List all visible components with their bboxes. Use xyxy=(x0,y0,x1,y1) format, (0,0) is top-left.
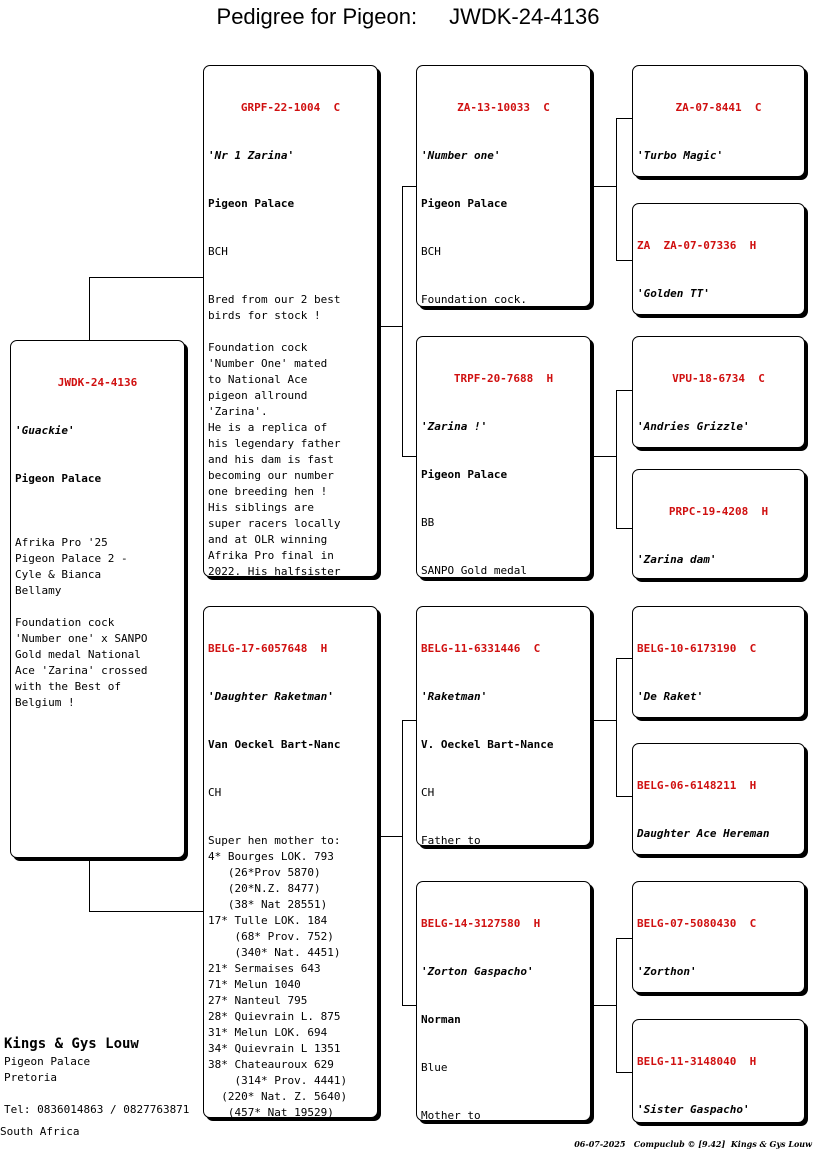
connector-line xyxy=(591,456,617,457)
pigeon-name: 'De Raket' xyxy=(637,690,704,703)
pigeon-name: 'Andries Grizzle' xyxy=(637,420,750,433)
pedigree-card-dam-dam[interactable] xyxy=(416,881,591,1121)
pigeon-description: Father to xyxy=(421,834,481,846)
pigeon-name: 'Zarina dam' xyxy=(637,553,717,566)
pigeon-name: 'Sister Gaspacho' xyxy=(637,1103,750,1116)
owner-name: Pigeon Palace xyxy=(15,472,102,485)
pigeon-name: 'Zorton Gaspacho' xyxy=(421,965,534,978)
pedigree-card-sss[interactable] xyxy=(632,65,805,177)
ring-number: ZA-13-10033 C xyxy=(457,101,550,114)
connector-line xyxy=(402,186,417,187)
pigeon-description: Mother to xyxy=(421,1109,481,1121)
connector-line xyxy=(616,938,633,939)
owner-name: Pigeon Palace xyxy=(421,197,508,210)
pigeon-name: 'Golden TT' xyxy=(637,287,710,300)
connector-line xyxy=(616,1072,633,1073)
title-prefix: Pedigree for Pigeon: xyxy=(216,4,418,29)
connector-line xyxy=(616,658,633,659)
connector-line xyxy=(616,528,633,529)
connector-line xyxy=(89,277,204,278)
ring-number: BELG-06-6148211 H xyxy=(637,779,757,792)
owner-name: Van Oeckel Bart-Nanc xyxy=(208,738,341,751)
connector-line xyxy=(591,1005,617,1006)
pigeon-color: BCH xyxy=(421,245,441,258)
pigeon-color: BB xyxy=(421,516,435,529)
connector-line xyxy=(616,118,633,119)
footer-credit: 06-07-2025 Compuclub © [9.42] Kings & Gys Louw xyxy=(574,1139,812,1149)
ring-number: BELG-14-3127580 H xyxy=(421,917,541,930)
pedigree-card-sds[interactable] xyxy=(632,336,805,448)
pigeon-name: 'Number one' xyxy=(421,149,501,162)
title-ring: JWDK-24-4136 xyxy=(449,4,600,29)
ring-number: VPU-18-6734 C xyxy=(672,372,765,385)
owner-name: V. Oeckel Bart-Nance xyxy=(421,738,554,751)
ring-number: BELG-11-3148040 H xyxy=(637,1055,757,1068)
pigeon-name: 'Raketman' xyxy=(421,690,488,703)
ring-number: PRPC-19-4208 H xyxy=(668,505,769,518)
pedigree-card-ddd[interactable] xyxy=(632,1019,805,1123)
connector-line xyxy=(378,326,403,327)
pedigree-card-sire[interactable] xyxy=(203,65,378,577)
pedigree-card-dam-sire[interactable] xyxy=(416,606,591,846)
connector-line xyxy=(402,186,403,456)
pedigree-card-dss[interactable] xyxy=(632,606,805,718)
connector-line xyxy=(616,938,617,1072)
connector-line xyxy=(378,836,403,837)
ring-number: ZA-07-8441 C xyxy=(675,101,762,114)
pigeon-description: Afrika Pro '25 Pigeon Palace 2 - Cyle & Bianca Bellamy Foundation cock 'Number one' x SANPO Gold medal National Ace 'Zarina' crossed with the Best of Belgium ! xyxy=(15,536,148,709)
connector-line xyxy=(616,390,633,391)
pigeon-description: Super hen mother to: 4* Bourges LOK. 793 (26*Prov 5870) (20*N.Z. 8477) (38* Nat 28551) 17* Tulle LOK. 184 (68* Prov. 752) (340* Nat. 4451) 21* Sermaises 643 71* Melun 1040 27* Nanteul 795 28* Quievrain L. 875 31* Melun LOK. 694 34* Quievrain L 1351 38* Chateauroux 629 (314* Prov. 4441) (220* Nat. Z. 5640) (457* Nat 19529) xyxy=(208,834,348,1118)
ring-number: JWDK-24-4136 xyxy=(57,376,138,389)
pigeon-name: 'Turbo Magic' xyxy=(637,149,724,162)
connector-line xyxy=(402,1005,417,1006)
breeder-country: South Africa xyxy=(0,1125,80,1138)
pedigree-card-ssd[interactable] xyxy=(632,203,805,315)
connector-line xyxy=(616,390,617,528)
connector-line xyxy=(616,658,617,796)
connector-line xyxy=(591,720,617,721)
pigeon-color: CH xyxy=(208,786,222,799)
ring-number: BELG-07-5080430 C xyxy=(637,917,757,930)
pigeon-color: BCH xyxy=(208,245,228,258)
connector-line xyxy=(402,456,417,457)
connector-line xyxy=(591,186,617,187)
pigeon-name: 'Zorthon' xyxy=(637,965,697,978)
pedigree-card-dds[interactable] xyxy=(632,881,805,993)
connector-line xyxy=(89,911,204,912)
pedigree-card-dsd[interactable] xyxy=(632,743,805,855)
pigeon-description: Bred from our 2 best birds for stock ! Foundation cock 'Number One' mated to National Ace pigeon allround 'Zarina'. He is a replica of his legendary father and his dam is fast becoming our number one breeding hen ! His siblings are super racers locally and at OLR winning Afrika Pro final in 2022. His halfsister xyxy=(208,293,341,577)
pedigree-card-sdd[interactable] xyxy=(632,469,805,579)
connector-line xyxy=(89,858,90,911)
connector-line xyxy=(616,118,617,260)
connector-line xyxy=(89,277,90,341)
breeder-info xyxy=(4,1034,189,1118)
pigeon-color: CH xyxy=(421,786,435,799)
owner-name: Norman xyxy=(421,1013,461,1026)
pigeon-color: Blue xyxy=(421,1061,448,1074)
pigeon-name: 'Zarina !' xyxy=(421,420,488,433)
pedigree-card-dam[interactable] xyxy=(203,606,378,1118)
breeder-line: Pretoria xyxy=(4,1071,57,1084)
pigeon-description: Foundation cock. xyxy=(421,293,527,306)
breeder-name: Kings & Gys Louw xyxy=(4,1036,139,1052)
breeder-phone: Tel: 0836014863 / 0827763871 xyxy=(4,1103,190,1116)
connector-line xyxy=(402,720,417,721)
pigeon-name: 'Daughter Raketman' xyxy=(208,690,334,703)
pigeon-name: Daughter Ace Hereman xyxy=(637,827,770,840)
ring-number: BELG-10-6173190 C xyxy=(637,642,757,655)
ring-number: GRPF-22-1004 C xyxy=(240,101,341,114)
ring-number: BELG-17-6057648 H xyxy=(208,642,328,655)
pedigree-card-sire-sire[interactable] xyxy=(416,65,591,307)
page-title xyxy=(0,4,816,30)
breeder-line xyxy=(4,1086,189,1102)
owner-name: Pigeon Palace xyxy=(208,197,295,210)
breeder-line: Pigeon Palace xyxy=(4,1055,91,1068)
ring-number: BELG-11-6331446 C xyxy=(421,642,541,655)
connector-line xyxy=(616,260,633,261)
pigeon-description: SANPO Gold medal xyxy=(421,564,527,577)
pigeon-name: 'Nr 1 Zarina' xyxy=(208,149,295,162)
ring-number: TRPF-20-7688 H xyxy=(453,372,554,385)
owner-name: Pigeon Palace xyxy=(421,468,508,481)
pigeon-name: 'Guackie' xyxy=(15,424,75,437)
pedigree-card-sire-dam[interactable] xyxy=(416,336,591,578)
connector-line xyxy=(616,796,633,797)
connector-line xyxy=(402,720,403,1005)
ring-number: ZA ZA-07-07336 H xyxy=(637,239,757,252)
pedigree-card-subject[interactable] xyxy=(10,340,185,858)
